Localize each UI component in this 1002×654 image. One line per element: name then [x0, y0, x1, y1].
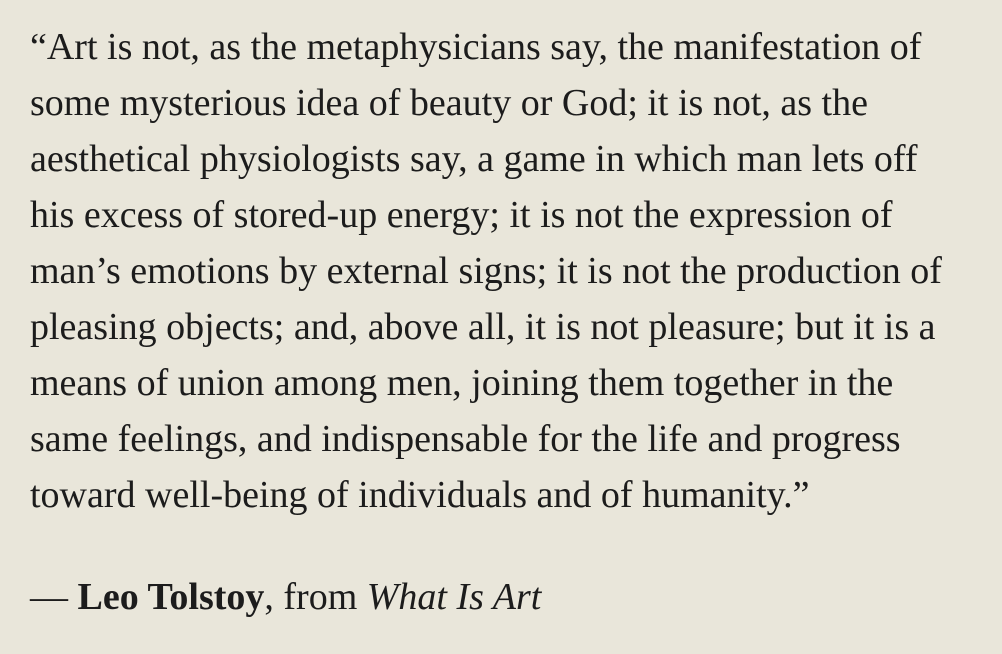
quote-line: some mysterious idea of beauty or God; it is not, as the — [30, 82, 868, 124]
quote-line: pleasing objects; and, above all, it is not pleasure; but it is a — [30, 306, 936, 348]
quote-text — [30, 19, 974, 523]
quote-line: same feelings, and indispensable for the life and progress — [30, 418, 901, 460]
author-name: Leo Tolstoy — [77, 576, 265, 618]
work-title: What Is Art — [366, 576, 542, 618]
attribution-dash: — — [30, 576, 78, 618]
attribution-line — [30, 569, 974, 625]
quote-line: means of union among men, joining them together in the — [30, 362, 894, 404]
quote-line: man’s emotions by external signs; it is not the production of — [30, 250, 942, 292]
quote-line: toward well-being of individuals and of humanity.” — [30, 474, 810, 516]
attribution-separator: , from — [264, 576, 367, 618]
quote-line: aesthetical physiologists say, a game in which man lets off — [30, 138, 918, 180]
quote-line: “Art is not, as the metaphysicians say, the manifestation of — [30, 26, 922, 68]
quote-line: his excess of stored-up energy; it is not the expression of — [30, 194, 893, 236]
